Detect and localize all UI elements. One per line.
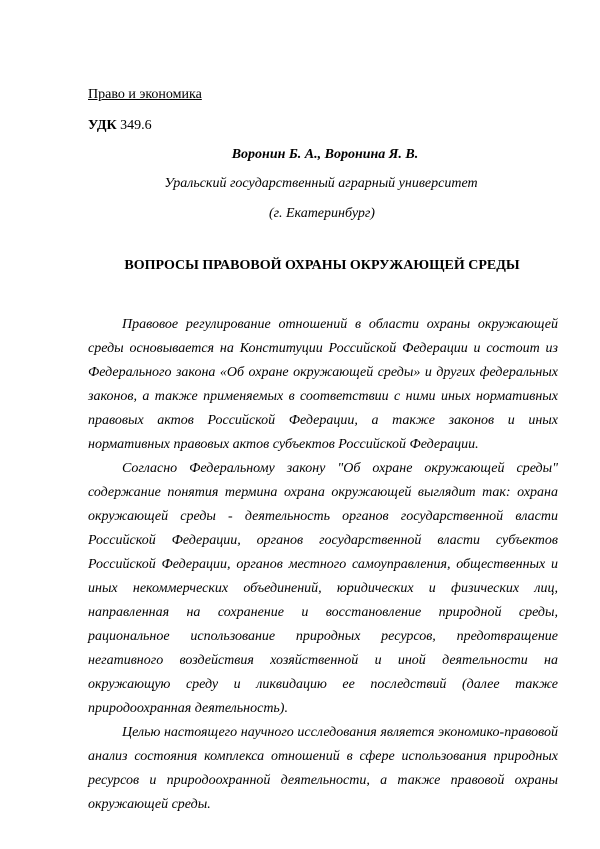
udk-label: УДК [88, 118, 117, 133]
udk-line [88, 118, 152, 134]
affiliation: Уральский государственный аграрный университет [164, 176, 478, 191]
paragraph: Правовое регулирование отношений в области охраны окружающей среды основывается на Конституции Российской Федерации и состоит из Федерального закона «Об охране окружающей среды» и других федеральных законов, а также применяемых в соответствии с ними иных нормативных правовых актов Российской Федерации, а также законов и иных нормативных правовых актов субъектов Российской Федерации. [88, 317, 558, 452]
article-title: ВОПРОСЫ ПРАВОВОЙ ОХРАНЫ ОКРУЖАЮЩЕЙ СРЕДЫ [124, 258, 520, 273]
authors: Воронин Б. А., Воронина Я. В. [231, 147, 419, 162]
paragraph: Согласно Федеральному закону "Об охране окружающей среды" содержание понятия термина охрана окружающей выглядит так: охрана окружающей среды - деятельность органов государственной власти Российской Федерации, органов государственной власти субъектов Российской Федерации, органов местного самоуправления, общественных и иных некоммерческих объединений, юридических и физических лиц, направленная на сохранение и восстановление природной среды, рациональное использование природных ресурсов, предотвращение негативного воздействия хозяйственной и иной деятельности на окружающую среду и ликвидацию ее последствий (далее также природоохранная деятельность). [88, 461, 558, 716]
udk-value: 349.6 [116, 118, 152, 133]
article-body [88, 313, 558, 817]
paragraph: Целью настоящего научного исследования является экономико-правовой анализ состояния комплекса отношений в сфере использования природных ресурсов и природоохранной деятельности, а также правовой охраны окружающей среды. [88, 725, 558, 812]
city: (г. Екатеринбург) [269, 206, 375, 221]
section-heading: Право и экономика [88, 87, 202, 102]
